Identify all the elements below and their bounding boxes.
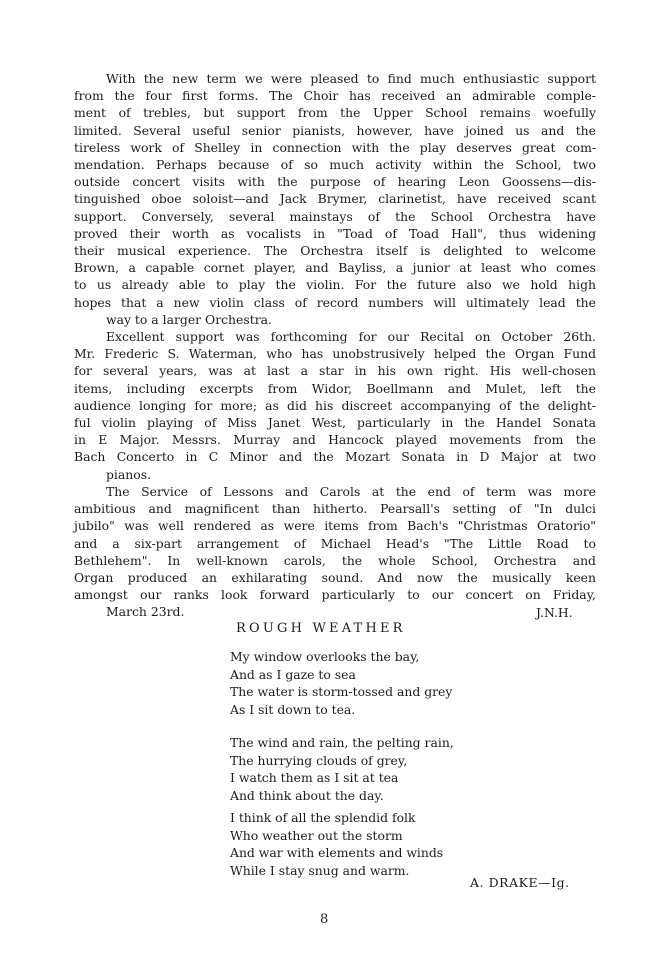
page-number: 8 bbox=[320, 912, 329, 927]
paragraph-3 bbox=[74, 483, 596, 621]
poem-line: And war with elements and winds bbox=[230, 845, 444, 860]
poem-stanza-3 bbox=[230, 809, 530, 879]
text-line: support. Conversely, several mainstays of the School Orchestra have bbox=[74, 208, 596, 224]
text-line: tinguished oboe soloist—and Jack Brymer, clarinetist, have received scant bbox=[74, 191, 596, 207]
poem-line: While I stay snug and warm. bbox=[230, 862, 410, 878]
text-line: in E Major. Messrs. Murray and Hancock played movements from the bbox=[74, 432, 596, 448]
text-line: Organ produced an exhilarating sound. And now the musically keen bbox=[74, 570, 596, 586]
text-line: their musical experience. The Orchestra itself is delighted to welcome bbox=[74, 243, 596, 259]
text-line: ful violin playing of Miss Janet West, particularly in the Handel Sonata bbox=[74, 415, 596, 431]
text-line: The Service of Lessons and Carols at the end of term was more bbox=[106, 484, 596, 499]
text-line: audience longing for more; as did his discreet accompanying of the delight- bbox=[74, 397, 596, 413]
poem-line: Who weather out the storm bbox=[230, 827, 403, 843]
report-signature: J.N.H. bbox=[536, 605, 573, 620]
poem-line: As I sit down to tea. bbox=[230, 701, 356, 717]
poem-line: The hurrying clouds of grey, bbox=[230, 752, 408, 768]
text-line: March 23rd. bbox=[106, 604, 185, 620]
text-line: way to a larger Orchestra. bbox=[106, 311, 272, 327]
text-line: ambitious and magnificent than hitherto. Pearsall's setting of "In dulci bbox=[74, 501, 596, 517]
text-line: tireless work of Shelley in connection with the play deserves great com- bbox=[74, 139, 596, 155]
text-line: Brown, a capable cornet player, and Bayliss, a junior at least who comes bbox=[74, 260, 596, 276]
text-line: ment of trebles, but support from the Upper School remains woefully bbox=[74, 105, 596, 121]
text-line: mendation. Perhaps because of so much activity within the School, two bbox=[74, 157, 596, 173]
poem-line: I watch them as I sit at tea bbox=[230, 770, 399, 785]
poem-title: ROUGH WEATHER bbox=[236, 621, 406, 636]
text-line: items, including excerpts from Widor, Boellmann and Mulet, left the bbox=[74, 380, 596, 396]
text-line: to us already able to play the violin. For the future also we hold high bbox=[74, 277, 596, 293]
text-line: Bethlehem". In well-known carols, the whole School, Orchestra and bbox=[74, 552, 596, 568]
paragraph-music-report bbox=[74, 70, 596, 328]
text-line: for several years, was at last a star in his own right. His well-chosen bbox=[74, 363, 596, 379]
text-line: proved their worth as vocalists in "Toad of Toad Hall", thus widening bbox=[74, 225, 596, 241]
paragraph-1 bbox=[74, 70, 596, 328]
text-line: With the new term we were pleased to find much enthusiastic support bbox=[106, 71, 596, 86]
poem-line: My window overlooks the bay, bbox=[230, 649, 420, 664]
text-line: from the four first forms. The Choir has received an admirable comple- bbox=[74, 88, 596, 104]
poem-line: And think about the day. bbox=[230, 787, 384, 803]
poem-line: And as I gaze to sea bbox=[230, 666, 356, 682]
poem-author: A. DRAKE—Ig. bbox=[470, 875, 570, 890]
text-line: outside concert visits with the purpose of hearing Leon Goossens—dis- bbox=[74, 174, 596, 190]
paragraph-2 bbox=[74, 328, 596, 483]
poem-line: The wind and rain, the pelting rain, bbox=[230, 735, 454, 750]
text-line: Bach Concerto in C Minor and the Mozart Sonata in D Major at two bbox=[74, 449, 596, 465]
poem-line: The water is storm-tossed and grey bbox=[230, 684, 453, 699]
text-line: jubilo" was well rendered as were items from Bach's "Christmas Oratorio" bbox=[74, 518, 596, 534]
text-line: Excellent support was forthcoming for our Recital on October 26th. bbox=[106, 329, 596, 344]
text-line: pianos. bbox=[106, 466, 152, 482]
text-line: limited. Several useful senior pianists, however, have joined us and the bbox=[74, 122, 596, 138]
paragraph-carols bbox=[74, 483, 596, 621]
text-line: amongst our ranks look forward particularly to our concert on Friday, bbox=[74, 587, 596, 603]
text-line: Mr. Frederic S. Waterman, who has unobstrusively helped the Organ Fund bbox=[74, 346, 596, 362]
poem-stanza-2 bbox=[230, 734, 530, 804]
text-line: and a six-part arrangement of Michael Head's "The Little Road to bbox=[74, 535, 596, 551]
text-line: hopes that a new violin class of record numbers will ultimately lead the bbox=[74, 294, 596, 310]
poem-stanza-1 bbox=[230, 648, 530, 718]
paragraph-recital bbox=[74, 328, 596, 483]
poem-line: I think of all the splendid folk bbox=[230, 810, 416, 825]
